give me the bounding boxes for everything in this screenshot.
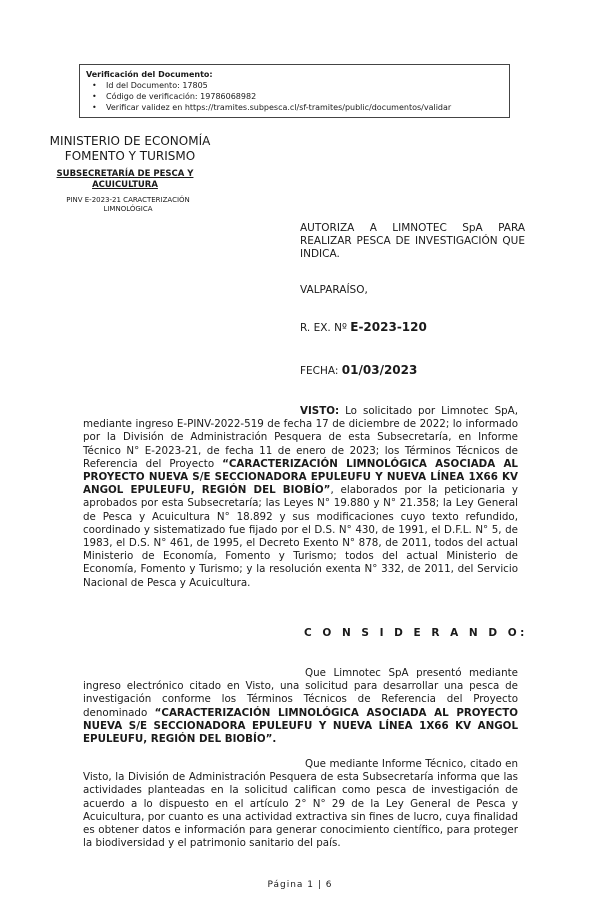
- verification-id: • Id del Documento: 17805: [106, 80, 503, 91]
- resolution-date: [300, 363, 417, 377]
- verification-url: • Verificar validez en https://tramites.subpesca.cl/sf-tramites/public/documentos/validar: [106, 102, 503, 113]
- resolution-date-value: 01/03/2023: [341, 363, 418, 377]
- considerando-heading: C O N S I D E R A N D O:: [304, 627, 528, 639]
- ministry-line-1: MINISTERIO DE ECONOMÍA: [49, 134, 211, 148]
- resolution-number-label: R. EX. Nº: [300, 322, 347, 334]
- visto-project: “CARACTERIZACIÓN LIMNOLÓGICA ASOCIADA AL PROYECTO NUEVA S/E SECCIONADORA EPULEUFU Y NUEVA LÍNEA 1X66 KV ANGOL EPULEUFU, REGIÓN DEL BIOBÍO”: [83, 457, 518, 497]
- resolution-city: VALPARAÍSO,: [300, 284, 368, 296]
- ministry-line-2: FOMENTO Y TURISMO: [64, 149, 196, 163]
- subsecretaria-line-1: SUBSECRETARÍA DE PESCA Y: [56, 169, 194, 179]
- subsecretaria-line-2: ACUICULTURA: [92, 180, 158, 190]
- considerando-paragraph-2: Que mediante Informe Técnico, citado en Visto, la División de Administración Pesquera de esta Subsecretaría informa que las actividades planteadas en la solicitud califican como pesca de investigación de acuerdo a lo dispuesto en el artículo 2° N° 29 de la Ley General de Pesca y Acuicultura, por cuanto es una actividad extractiva sin fines de lucro, cuya finalidad es obtener datos e información para generar conocimiento científico, para proteger la biodiversidad y el patrimonio sanitario del país.: [83, 758, 518, 850]
- visto-paragraph: [83, 405, 518, 590]
- considerando-1-project: “CARACTERIZACIÓN LIMNOLÓGICA ASOCIADA AL PROYECTO NUEVA S/E SECCIONADORA EPULEUFU Y NUEVA LÍNEA 1X66 KV ANGOL EPULEUFU, REGIÓN DEL BIOBÍO”.: [83, 706, 519, 746]
- resolution-number-value: E-2023-120: [350, 320, 427, 334]
- subsecretaria-header: [40, 169, 210, 191]
- pinv-reference: [38, 196, 218, 214]
- verification-box: [79, 64, 510, 118]
- pinv-line-2: LIMNOLÓGICA: [103, 205, 153, 213]
- visto-label: VISTO:: [300, 405, 340, 417]
- resolution-date-label: FECHA:: [300, 365, 339, 377]
- verification-code: • Código de verificación: 19786068982: [106, 91, 503, 102]
- considerando-1-text: Que Limnotec SpA presentó mediante ingreso electrónico citado en Visto, una solicitud para desarrollar una pesca de investigación conforme los Términos Técnicos de Referencia del Proyecto denominado: [83, 667, 518, 719]
- verification-title: Verificación del Documento:: [86, 70, 213, 79]
- page-footer: Página 1 | 6: [267, 880, 333, 890]
- resolution-summary: AUTORIZA A LIMNOTEC SpA PARA REALIZAR PESCA DE INVESTIGACIÓN QUE INDICA.: [300, 222, 525, 260]
- verification-list: [86, 80, 503, 113]
- considerando-paragraph-1: [83, 667, 518, 746]
- ministry-header: [30, 134, 230, 164]
- resolution-number: [300, 320, 427, 334]
- visto-text-1: Lo solicitado por Limnotec SpA, mediante ingreso E-PINV-2022-519 de fecha 17 de diciembre de 2022; lo informado por la División de Administración Pesquera de esta Subsecretaría, en Informe Técnico N° E-2023-21, de fecha 11 de enero de 2023; los Términos Técnicos de Referencia del Proyecto: [83, 405, 518, 470]
- pinv-line-1: PINV E-2023-21 CARACTERIZACIÓN: [66, 196, 190, 204]
- visto-text-2: , elaborados por la peticionaria y aprobados por esta Subsecretaría; las Leyes N° 19.880 y N° 21.358; la Ley General de Pesca y Acuicultura N° 18.892 y sus modificaciones cuyo texto refundido, coordinado y sistematizado fue fijado por el D.S. N° 430, de 1991, el D.F.L. N° 5, de 1983, el D.S. N° 461, de 1995, el Decreto Exento N° 878, de 2011, todos del actual Ministerio de Economía, Fomento y Turismo; todos del actual Ministerio de Economía, Fomento y Turismo; y la resolución exenta N° 332, de 2011, del Servicio Nacional de Pesca y Acuicultura.: [83, 484, 518, 589]
